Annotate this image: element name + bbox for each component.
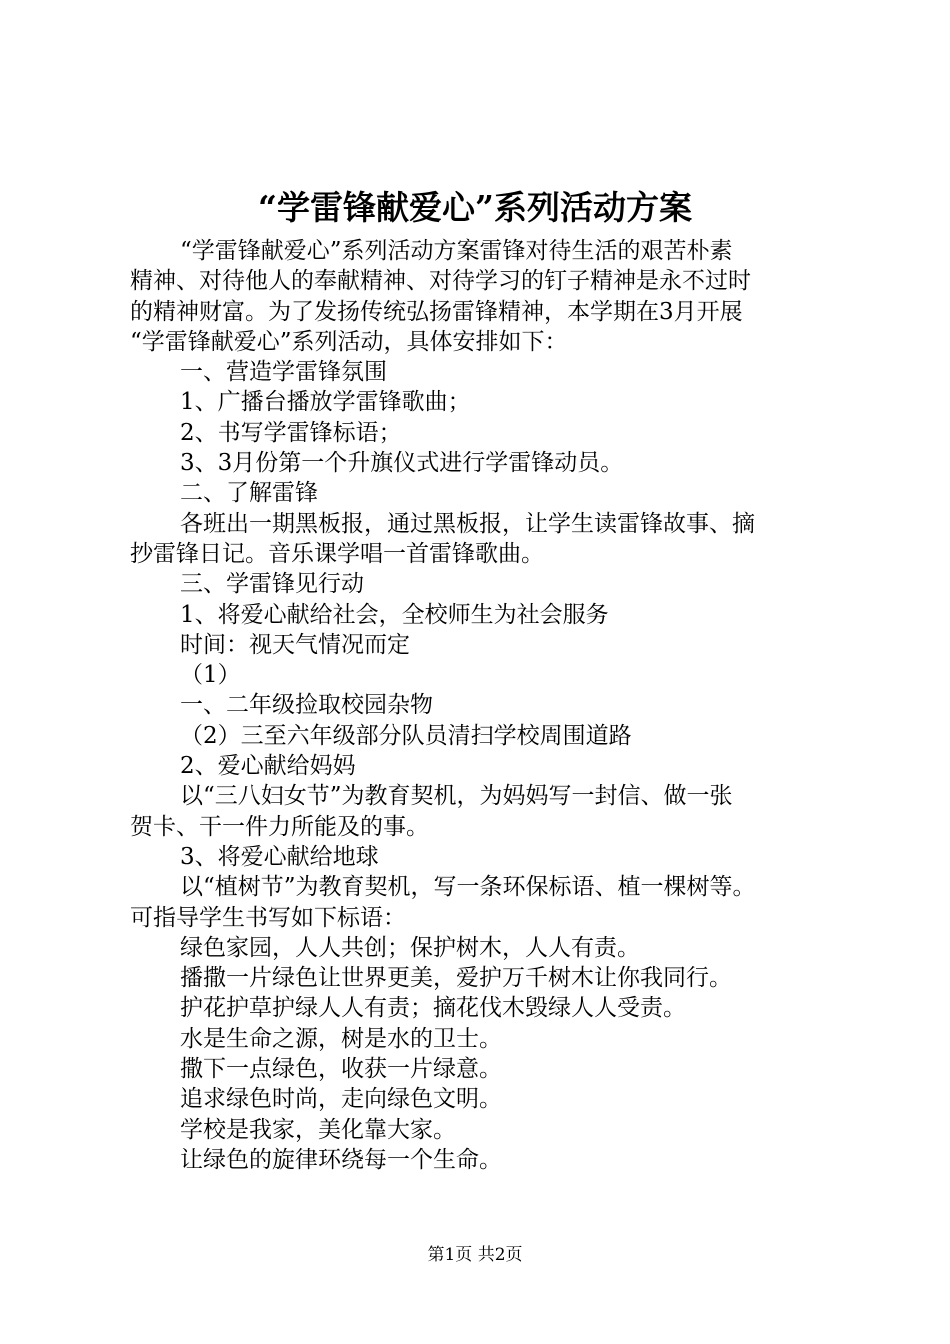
text-line: 可指导学生书写如下标语： (130, 904, 406, 931)
document-body (130, 236, 850, 1175)
text-line: 三、学雷锋见行动 (180, 571, 364, 598)
text-line: 水是生命之源，树是水的卫士。 (180, 1025, 502, 1052)
text-line: 2、爱心献给妈妈 (180, 753, 356, 780)
text-line: 护花护草护绿人人有责；摘花伐木毁绿人人受责。 (180, 995, 686, 1022)
text-line: 二、了解雷锋 (180, 480, 318, 507)
page-footer: 第1页 共2页 (427, 1245, 523, 1265)
text-line: 3、将爱心献给地球 (180, 843, 379, 870)
text-line: “学雷锋献爱心”系列活动方案雷锋对待生活的艰苦朴素 (180, 238, 733, 264)
text-line: 1、广播台播放学雷锋歌曲； (180, 389, 471, 416)
text-line: 让绿色的旋律环绕每一个生命。 (180, 1146, 502, 1173)
document-title: “学雷锋献爱心”系列活动方案 (258, 188, 692, 227)
text-line: 绿色家园，人人共创；保护树木，人人有责。 (180, 934, 640, 961)
text-line: 以“三八妇女节”为教育契机，为妈妈写一封信、做一张 (180, 783, 733, 810)
text-line: （1） (180, 662, 241, 689)
text-line: 追求绿色时尚，走向绿色文明。 (180, 1086, 502, 1113)
text-line: 2、书写学雷锋标语； (180, 419, 402, 446)
text-line: 各班出一期黑板报，通过黑板报，让学生读雷锋故事、摘 (180, 510, 755, 537)
text-line: （2）三至六年级部分队员清扫学校周围道路 (180, 722, 632, 749)
text-line: 播撒一片绿色让世界更美，爱护万千树木让你我同行。 (180, 965, 732, 992)
text-line: 抄雷锋日记。音乐课学唱一首雷锋歌曲。 (130, 540, 544, 567)
text-line: “学雷锋献爱心”系列活动，具体安排如下： (130, 328, 568, 355)
text-line: 学校是我家，美化靠大家。 (180, 1116, 456, 1143)
text-line: 一、营造学雷锋氛围 (180, 359, 387, 386)
text-line: 撒下一点绿色，收获一片绿意。 (180, 1056, 502, 1083)
text-line: 一、二年级捡取校园杂物 (180, 692, 433, 719)
text-line: 1、将爱心献给社会，全校师生为社会服务 (180, 601, 609, 628)
text-line: 时间：视天气情况而定 (180, 631, 410, 658)
text-line: 以“植树节”为教育契机，写一条环保标语、植一棵树等。 (180, 874, 756, 901)
text-line: 的精神财富。为了发扬传统弘扬雷锋精神，本学期在3月开展 (130, 298, 743, 325)
text-line: 贺卡、干一件力所能及的事。 (130, 813, 429, 840)
text-line: 3、3月份第一个升旗仪式进行学雷锋动员。 (180, 450, 624, 477)
text-line: 精神、对待他人的奉献精神、对待学习的钉子精神是永不过时 (130, 268, 751, 295)
